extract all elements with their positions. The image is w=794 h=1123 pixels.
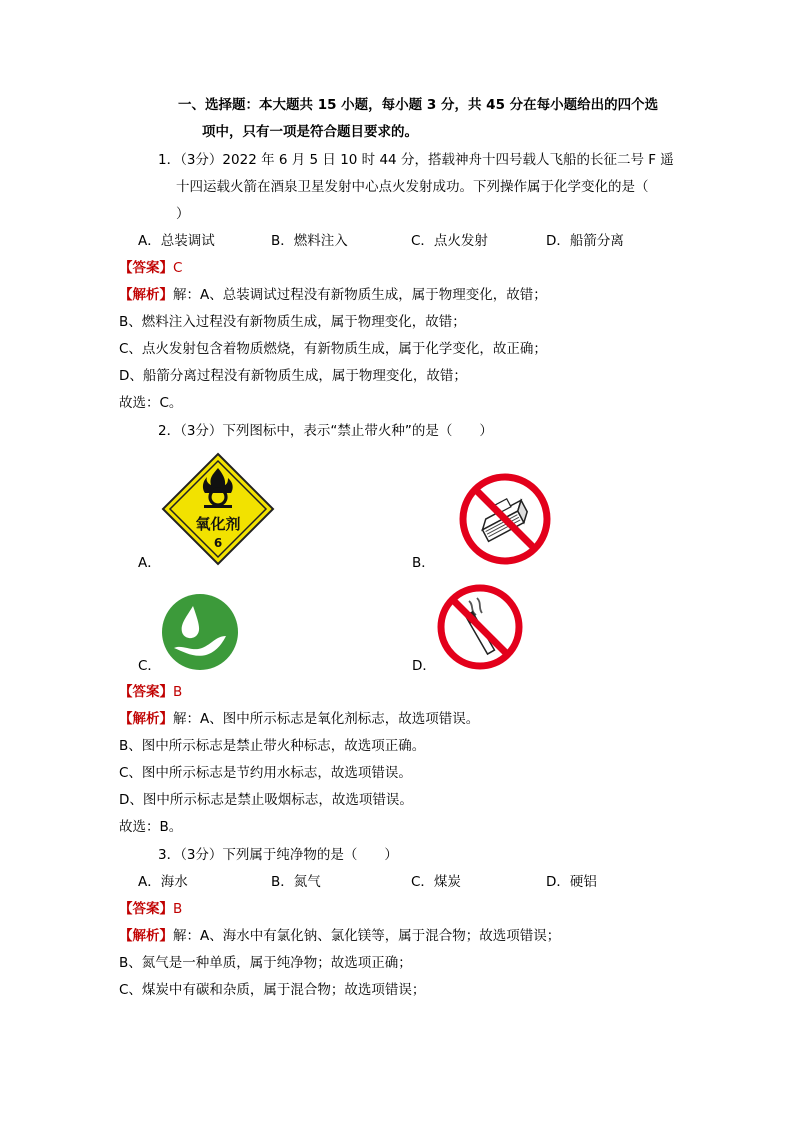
no-fire-sign-icon bbox=[458, 472, 552, 566]
q1-answer: C bbox=[173, 260, 183, 276]
q2-analysis-line: B、图中所示标志是禁止带火种标志，故选项正确。 bbox=[119, 738, 426, 754]
q1-answer-row bbox=[119, 259, 182, 277]
q1-analysis-line: 解：A、总装调试过程没有新物质生成，属于物理变化，故错； bbox=[173, 287, 547, 303]
section-heading-line1: 一、选择题：本大题共 15 小题，每小题 3 分，共 45 分在每小题给出的四个选 bbox=[178, 97, 659, 113]
q3-option-b: B．氮气 bbox=[271, 874, 321, 890]
q1-option-b: B．燃料注入 bbox=[271, 233, 348, 249]
q3-stem: 3．（3分）下列属于纯净物的是（ ） bbox=[158, 847, 398, 863]
q3-analysis-line: C、煤炭中有碳和杂质，属于混合物；故选项错误； bbox=[119, 982, 426, 998]
q1-option-a: A．总装调试 bbox=[138, 233, 215, 249]
q2-stem: 2．（3分）下列图标中，表示“禁止带火种”的是（ ） bbox=[158, 423, 493, 439]
q2-analysis-row bbox=[119, 710, 479, 728]
q1-analysis-line: D、船箭分离过程没有新物质生成，属于物理变化，故错； bbox=[119, 368, 467, 384]
q2-label-c: C． bbox=[138, 658, 161, 674]
q3-analysis-tag: 【解析】 bbox=[119, 928, 173, 944]
q2-answer: B bbox=[173, 684, 183, 700]
q3-analysis-row bbox=[119, 927, 560, 945]
q1-stem-line2: 十四运载火箭在酒泉卫星发射中心点火发射成功。下列操作属于化学变化的是（ bbox=[176, 179, 649, 195]
q3-option-a: A．海水 bbox=[138, 874, 188, 890]
q3-option-d: D．硬铝 bbox=[546, 874, 597, 890]
q2-analysis-line: D、图中所示标志是禁止吸烟标志，故选项错误。 bbox=[119, 792, 413, 808]
oxidizer-sign-icon bbox=[161, 452, 275, 566]
section-heading-line2: 项中，只有一项是符合题目要求的。 bbox=[202, 124, 418, 140]
q1-analysis-line: C、点火发射包含着物质燃烧，有新物质生成，属于化学变化，故正确； bbox=[119, 341, 547, 357]
q2-conclusion: 故选：B。 bbox=[119, 819, 183, 835]
q2-analysis-tag: 【解析】 bbox=[119, 711, 173, 727]
q1-conclusion: 故选：C。 bbox=[119, 395, 183, 411]
oxidizer-sign-text: 氧化剂 bbox=[195, 515, 241, 533]
water-saving-sign-icon bbox=[160, 592, 240, 672]
q1-option-d: D．船箭分离 bbox=[546, 233, 624, 249]
q1-analysis-line: B、燃料注入过程没有新物质生成，属于物理变化，故错； bbox=[119, 314, 466, 330]
q2-answer-row bbox=[119, 683, 182, 701]
q1-option-c: C．点火发射 bbox=[411, 233, 488, 249]
q1-answer-tag: 【答案】 bbox=[119, 260, 173, 276]
q3-answer-tag: 【答案】 bbox=[119, 901, 173, 917]
q1-stem-line1: 1．（3分）2022 年 6 月 5 日 10 时 44 分，搭载神舟十四号载人飞船的长征二号 F 遥 bbox=[158, 152, 674, 168]
oxidizer-sign-number: 6 bbox=[213, 536, 223, 550]
q2-analysis-line: 解：A、图中所示标志是氧化剂标志，故选项错误。 bbox=[173, 711, 480, 727]
q1-analysis-row bbox=[119, 286, 547, 304]
q3-answer-row bbox=[119, 900, 182, 918]
q3-option-c: C．煤炭 bbox=[411, 874, 461, 890]
q3-analysis-line: B、氮气是一种单质，属于纯净物；故选项正确； bbox=[119, 955, 412, 971]
q2-answer-tag: 【答案】 bbox=[119, 684, 173, 700]
q2-label-a: A． bbox=[138, 555, 161, 571]
q1-analysis-tag: 【解析】 bbox=[119, 287, 173, 303]
q2-label-b: B． bbox=[412, 555, 435, 571]
q1-stem-line3: ） bbox=[176, 206, 190, 222]
q2-analysis-line: C、图中所示标志是节约用水标志，故选项错误。 bbox=[119, 765, 412, 781]
q2-label-d: D． bbox=[412, 658, 436, 674]
q3-analysis-line: 解：A、海水中有氯化钠、氯化镁等，属于混合物；故选项错误； bbox=[173, 928, 561, 944]
q3-answer: B bbox=[173, 901, 183, 917]
no-smoking-sign-icon bbox=[436, 583, 524, 671]
